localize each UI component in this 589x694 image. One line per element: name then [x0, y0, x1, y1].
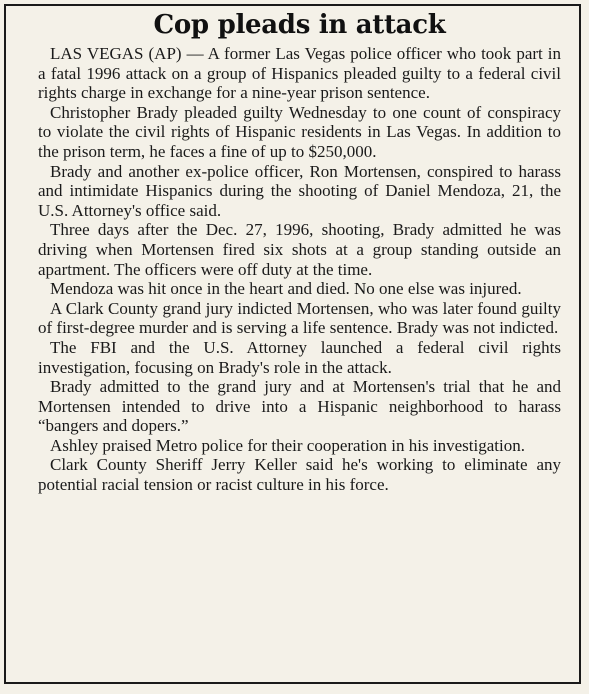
paragraph-praise: Ashley praised Metro police for their cooperation in his investigation. [50, 435, 525, 455]
headline: Cop pleads in attack [153, 10, 446, 40]
paragraph-plea: Christopher Brady pleaded guilty Wednesday to one count of conspiracy to violate the civil rights of Hispanic residents in Las Vegas. In addition to the prison term, he faces a fine of up to $250,000. [38, 102, 561, 161]
paragraph-sheriff: Clark County Sheriff Jerry Keller said he's working to eliminate any potential racial tension or racist culture in his force. [38, 455, 561, 495]
paragraph-victim: Mendoza was hit once in the heart and died. No one else was injured. [50, 279, 522, 299]
paragraph-investigation: The FBI and the U.S. Attorney launched a federal civil rights investigation, focusing on Brady's role in the attack. [38, 337, 561, 377]
paragraph-admission: Brady admitted to the grand jury and at Mortensen's trial that he and Mortensen intended to drive into a Hispanic neighborhood to harass “bangers and dopers.” [38, 377, 561, 436]
paragraph-dateline: LAS VEGAS (AP) — A former Las Vegas police officer who took part in a fatal 1996 attack on a group of Hispanics pleaded guilty to a federal civil rights charge in exchange for a nine-year prison sentence. [38, 44, 561, 103]
paragraph-shooting: Three days after the Dec. 27, 1996, shooting, Brady admitted he was driving when Mortensen fired six shots at a group standing outside an apartment. The officers were off duty at the time. [38, 220, 561, 279]
newspaper-clipping [4, 4, 581, 684]
paragraph-indictment: A Clark County grand jury indicted Mortensen, who was later found guilty of first-degree murder and is serving a life sentence. Brady was not indicted. [38, 298, 561, 338]
paragraph-conspiracy: Brady and another ex-police officer, Ron Mortensen, conspired to harass and intimidate Hispanics during the shooting of Daniel Mendoza, 21, the U.S. Attorney's office said. [38, 161, 561, 220]
